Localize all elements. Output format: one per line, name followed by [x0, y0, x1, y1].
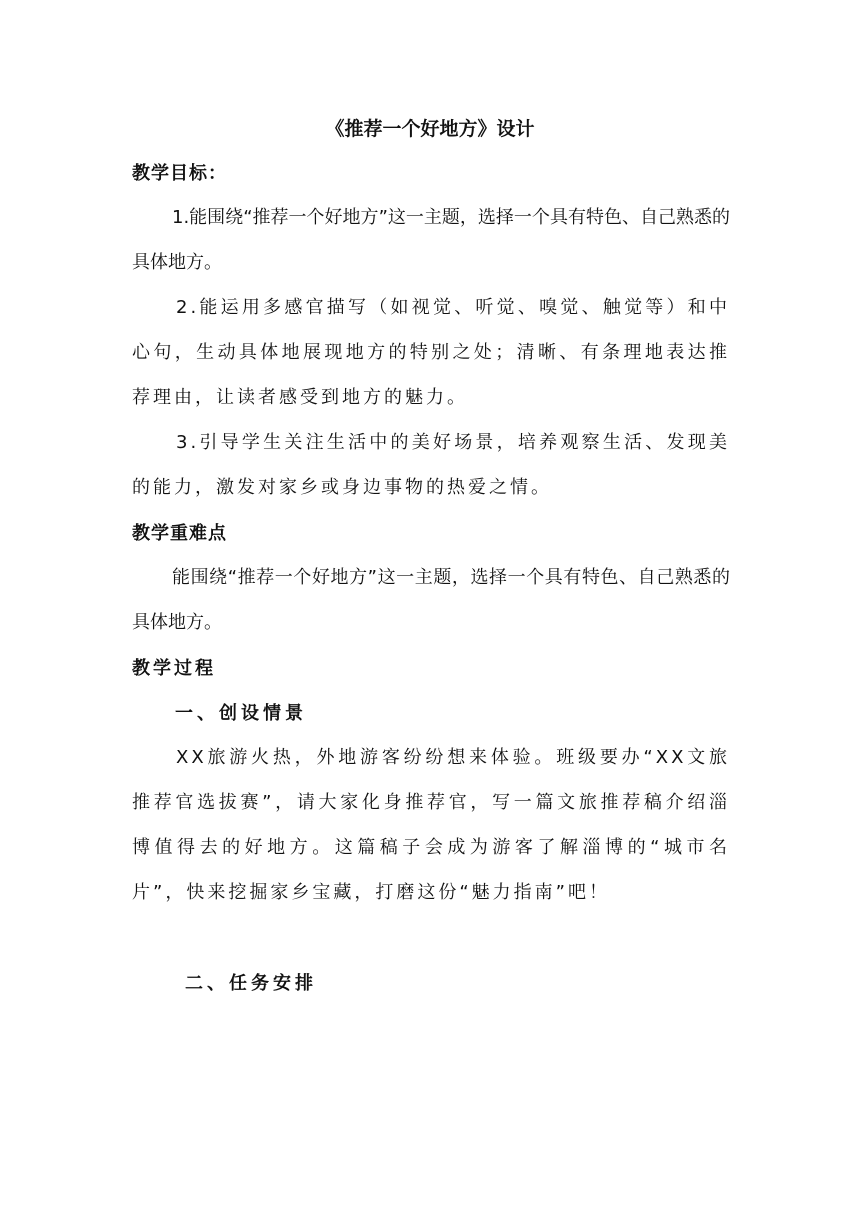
goal-1-paragraph: 1.能围绕“推荐一个好地方”这一主题，选择一个具有特色、自己熟悉的具体地方。 — [132, 207, 730, 273]
key-points-heading: 教学重难点 — [132, 523, 227, 544]
step-2-heading: 二、任务安排 — [185, 973, 317, 994]
document-title: 《推荐一个好地方》设计 — [325, 118, 535, 140]
key-points-paragraph: 能围绕“推荐一个好地方”这一主题，选择一个具有特色、自己熟悉的具体地方。 — [132, 567, 730, 633]
step-1-heading: 一、创设情景 — [175, 703, 307, 724]
goal-2-paragraph: 2.能运用多感官描写（如视觉、听觉、嗅觉、触觉等）和中心句，生动具体地展现地方的特别之处；清晰、有条理地表达推荐理由，让读者感受到地方的魅力。 — [132, 297, 730, 408]
process-heading: 教学过程 — [132, 658, 216, 679]
goal-3-paragraph: 3.引导学生关注生活中的美好场景，培养观察生活、发现美的能力，激发对家乡或身边事物的热爱之情。 — [132, 432, 730, 498]
goals-heading: 教学目标： — [132, 163, 227, 184]
step-1-paragraph: XX旅游火热，外地游客纷纷想来体验。班级要办“XX文旅推荐官选拔赛”，请大家化身推荐官，写一篇文旅推荐稿介绍淄博值得去的好地方。这篇稿子会成为游客了解淄博的“城市名片”，快来挖掘家乡宝藏，打磨这份“魅力指南”吧！ — [132, 747, 730, 903]
